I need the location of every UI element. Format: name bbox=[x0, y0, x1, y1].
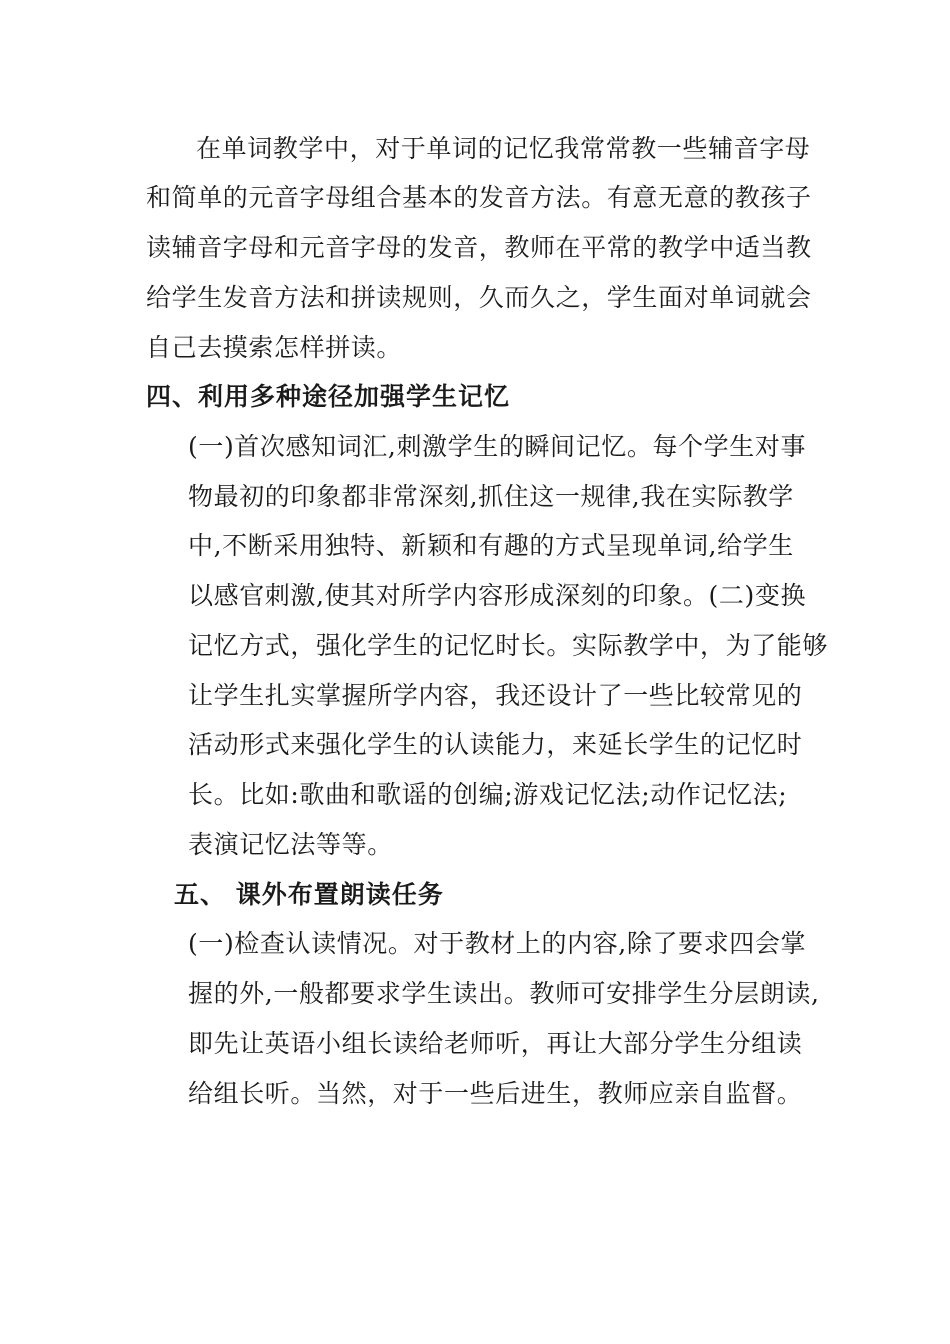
paragraph-1-line-1: 在单词教学中，对于单词的记忆我常常教一些辅音字母 bbox=[196, 134, 811, 163]
section-4-line-6: 让学生扎实掌握所学内容，我还设计了一些比较常见的 bbox=[188, 681, 803, 710]
section-4-heading: 四、利用多种途径加强学生记忆 bbox=[146, 382, 511, 411]
section-5-line-1: (一)检查认读情况。对于教材上的内容,除了要求四会掌 bbox=[188, 929, 807, 958]
section-4-line-4: 以感官刺激,使其对所学内容形成深刻的印象。(二)变换 bbox=[188, 581, 807, 610]
section-4-line-1: (一)首次感知词汇,刺激学生的瞬间记忆。每个学生对事 bbox=[188, 432, 807, 461]
section-4-line-5: 记忆方式，强化学生的记忆时长。实际教学中，为了能够 bbox=[188, 631, 829, 660]
paragraph-1-line-5: 自己去摸索怎样拼读。 bbox=[146, 333, 403, 362]
section-4-line-9: 表演记忆法等等。 bbox=[188, 830, 393, 859]
paragraph-1-line-2: 和简单的元音字母组合基本的发音方法。有意无意的教孩子 bbox=[146, 183, 812, 212]
section-5-line-2: 握的外,一般都要求学生读出。教师可安排学生分层朗读, bbox=[188, 979, 820, 1008]
section-4-line-7: 活动形式来强化学生的认读能力，来延长学生的记忆时 bbox=[188, 730, 803, 759]
section-4-line-8: 长。比如:歌曲和歌谣的创编;游戏记忆法;动作记忆法; bbox=[188, 780, 788, 809]
section-4-line-2: 物最初的印象都非常深刻,抓住这一规律,我在实际教学 bbox=[188, 482, 794, 511]
paragraph-1-line-4: 给学生发音方法和拼读规则，久而久之，学生面对单词就会 bbox=[146, 283, 812, 312]
section-5-heading: 五、 课外布置朗读任务 bbox=[174, 880, 444, 909]
section-5-line-3: 即先让英语小组长读给老师听，再让大部分学生分组读 bbox=[188, 1029, 803, 1058]
section-5-line-4: 给组长听。当然，对于一些后进生，教师应亲自监督。 bbox=[188, 1079, 803, 1108]
paragraph-1-line-3: 读辅音字母和元音字母的发音，教师在平常的教学中适当教 bbox=[146, 233, 812, 262]
section-4-line-3: 中,不断采用独特、新颖和有趣的方式呈现单词,给学生 bbox=[188, 531, 794, 560]
